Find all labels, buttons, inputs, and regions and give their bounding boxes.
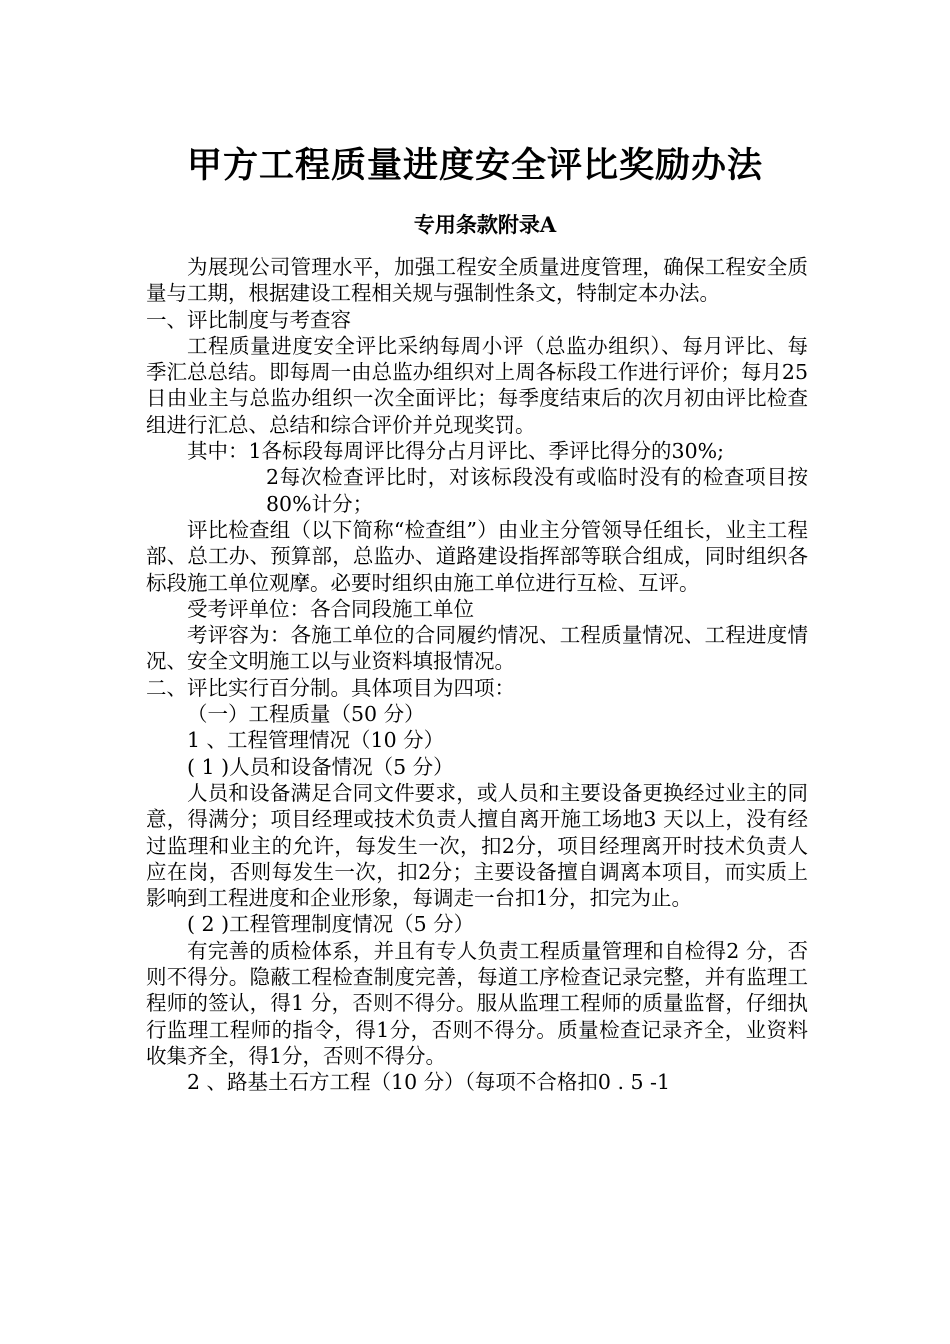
management-system-paragraph: 有完善的质检体系，并且有专人负责工程质量管理和自检得2 分，否则不得分。隐蔽工程检查制度完善，每道工序检查记录完整，并有监理工程师的签认，得1 分，否则不得分。服从监理工程师的质量监督，仔细执行监理工程师的指令，得1分，否则不得分。质量检查记录齐全，业资料收集齐全，得1分，否则不得分。 (146, 938, 808, 1068)
document-body (146, 254, 808, 1096)
inspection-group-paragraph: 评比检查组（以下简称“检查组”）由业主分管领导任组长，业主工程部、总工办、预算部，总监办、道路建设指挥部等联合组成，同时组织各标段施工单位观摩。必要时组织由施工单位进行互检、互评。 (146, 517, 808, 595)
subitem-personnel-equipment: ( 1 )人员和设备情况（5 分） (187, 754, 454, 779)
section-heading-1: 一、评比制度与考查容 (146, 307, 351, 332)
subsection-engineering-quality: （一）工程质量（50 分） (187, 702, 425, 727)
document-subtitle: 专用条款附录A (413, 212, 557, 237)
note-1-paragraph: 其中：1各标段每周评比得分占月评比、季评比得分的30%; (187, 439, 725, 464)
item-subgrade-earthwork: 2 、路基土石方工程（10 分）（每项不合格扣0 . 5 -1 (187, 1070, 671, 1095)
section-heading-2: 二、评比实行百分制。具体项目为四项： (146, 675, 515, 700)
subitem-management-system: ( 2 )工程管理制度情况（5 分） (187, 912, 475, 937)
evaluated-units-paragraph: 受考评单位：各合同段施工单位 (187, 596, 474, 621)
item-engineering-management: 1 、工程管理情况（10 分） (187, 728, 445, 753)
personnel-equipment-paragraph: 人员和设备满足合同文件要求，或人员和主要设备更换经过业主的同意，得满分；项目经理或技术负责人擅自离开施工场地3 天以上，没有经过监理和业主的允许，每发生一次，扣2分，项目经理离开时技术负责人应在岗，否则每发生一次，扣2分；主要设备擅自调离本项目，而实质上影响到工程进度和企业形象，每调走一台扣1分，扣完为止。 (146, 780, 808, 911)
intro-paragraph: 为展现公司管理水平，加强工程安全质量进度管理，确保工程安全质量与工期，根据建设工程相关规与强制性条文，特制定本办法。 (146, 255, 808, 306)
evaluation-content-paragraph: 考评容为：各施工单位的合同履约情况、工程质量情况、工程进度情况、安全文明施工以与业资料填报情况。 (146, 623, 808, 674)
document-title: 甲方工程质量进度安全评比奖励办法 (186, 145, 763, 186)
evaluation-system-paragraph: 工程质量进度安全评比采纳每周小评（总监办组织）、每月评比、每季汇总总结。即每周一由总监办组织对上周各标段工作进行评价；每月25日由业主与总监办组织一次全面评比；每季度结束后的次月初由评比检查组进行汇总、总结和综合评价并兑现奖罚。 (146, 333, 808, 437)
note-2-paragraph: 2每次检查评比时，对该标段没有或临时没有的检查项目按80%计分； (266, 465, 808, 516)
